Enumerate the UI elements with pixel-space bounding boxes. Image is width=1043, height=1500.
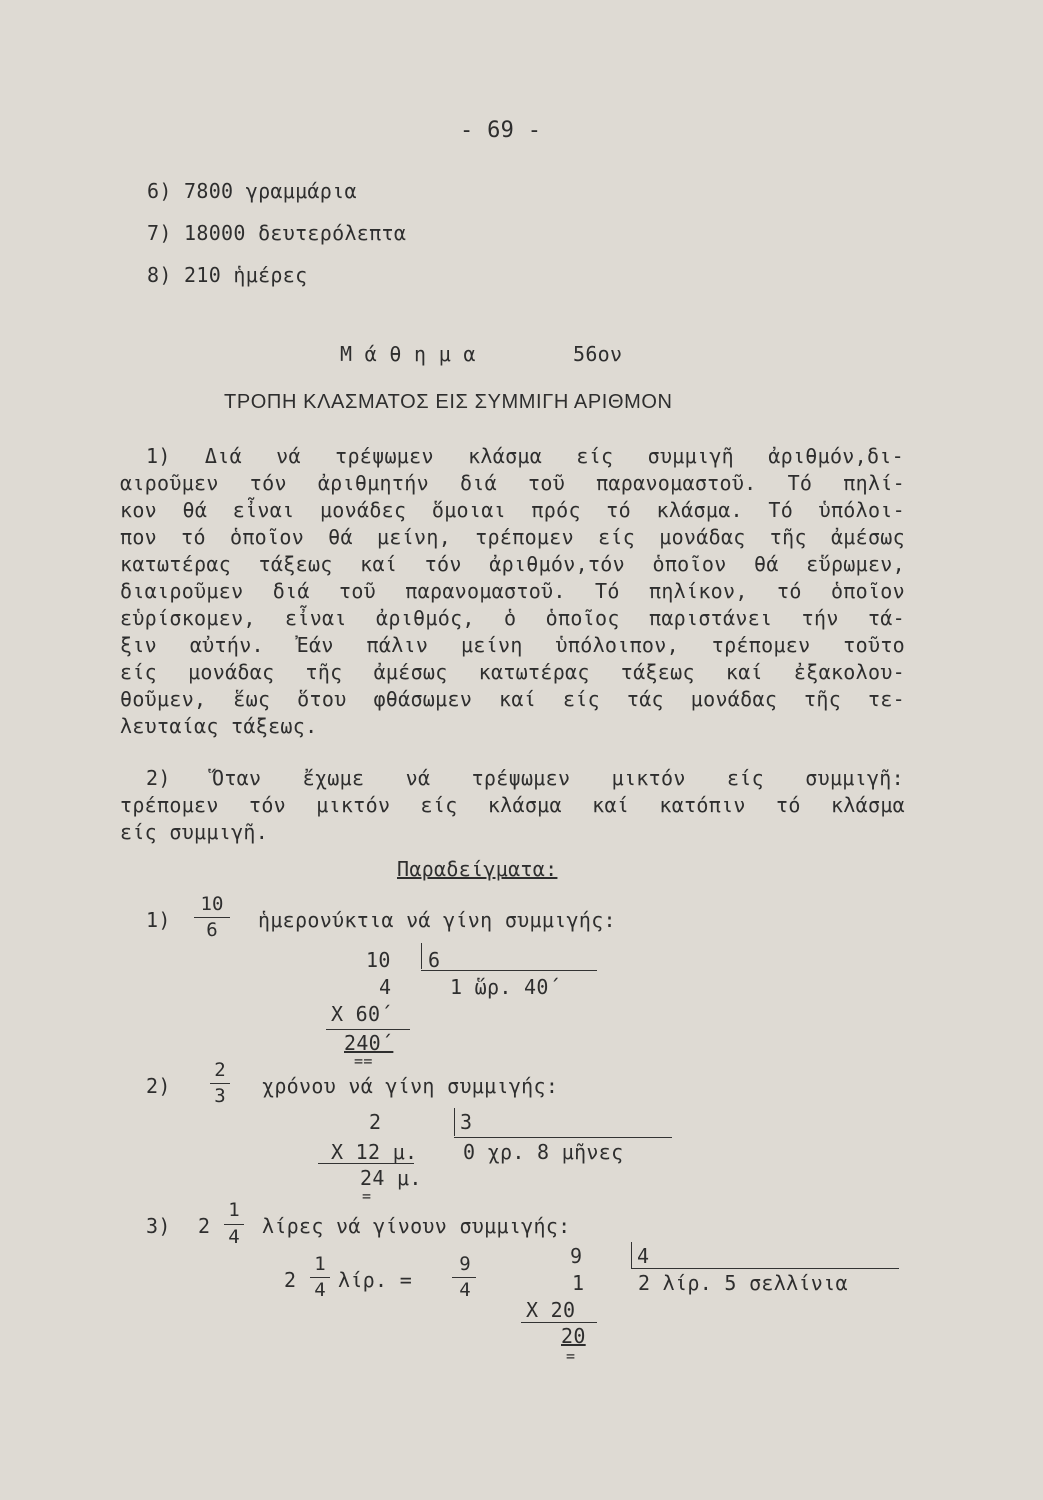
text-line: κατωτέρας τάξεως καί τόν ἀριθμόν,τόν ὁποῖον θά εὕρωμεν, — [120, 552, 905, 576]
division-bracket — [421, 943, 422, 969]
multiplication-line — [326, 1029, 410, 1030]
divisor: 3 — [460, 1110, 473, 1134]
quotient: 0 χρ. 8 μῆνες — [463, 1140, 624, 1164]
mixed-whole: 2 — [198, 1214, 211, 1238]
text-line: θοῦμεν, ἕως ὅτου φθάσωμεν καί είς τάς μονάδας τῆς τε- — [120, 687, 905, 711]
example-label: 2) — [146, 1074, 171, 1098]
fraction-numerator: 10 — [200, 893, 224, 915]
fraction-denominator: 3 — [214, 1085, 226, 1107]
lesson-word: Μ ά θ η μ α — [340, 342, 476, 366]
result-numerator: 9 — [459, 1253, 471, 1275]
text-line: αιροῦμεν τόν ἀριθμητήν διά τοῦ παρανομαστοῦ. Τό πηλί- — [120, 471, 905, 495]
text-line: 1) Διά νά τρέψωμεν κλάσμα είς συμμιγῆ ἀριθμόν,δι- — [146, 444, 904, 468]
product: 24 μ. — [360, 1166, 422, 1190]
remainder: 4 — [379, 975, 392, 999]
section-title: ΤΡΟΠΗ ΚΛΑΣΜΑΤΟΣ ΕΙΣ ΣΥΜΜΙΓΗ ΑΡΙΘΜΟΝ — [224, 391, 673, 413]
fraction-denominator: 6 — [206, 919, 218, 941]
text-line: είς συμμιγῆ. — [120, 820, 269, 844]
text-line: εὑρίσκομεν, εἶναι ἀριθμός, ὁ ὁποῖος παριστάνει τήν τά- — [120, 606, 905, 630]
fraction-numerator: 2 — [214, 1059, 226, 1081]
text-line: ξιν αὐτήν. Ἐάν πάλιν μείνη ὑπόλοιπον, τρέπομεν τοῦτο — [120, 633, 905, 657]
fraction-bar — [224, 1224, 244, 1225]
dividend: 9 — [570, 1244, 583, 1268]
dividend: 2 — [369, 1110, 382, 1134]
result-mark: == — [354, 1052, 373, 1070]
text-line: 2) Ὅταν ἔχωμε νά τρέψωμεν μικτόν είς συμμιγῆ: — [146, 766, 904, 790]
result-mark: = — [362, 1187, 372, 1205]
example-text: ἡμερονύκτια νά γίνη συμμιγής: — [258, 908, 616, 932]
text-line: είς μονάδας τῆς ἀμέσως κατωτέρας τάξεως καί ἐξακολου- — [120, 660, 905, 684]
eq-unit: λίρ. = — [338, 1268, 413, 1292]
answer-item: 6) 7800 γραμμάρια — [147, 179, 357, 203]
product: 20 — [561, 1324, 586, 1348]
text-line: πον τό ὁποῖον θά μείνη, τρέπομεν είς μονάδας τῆς ἀμέσως — [120, 525, 905, 549]
answer-item: 7) 18000 δευτερόλεπτα — [147, 221, 407, 245]
result-denominator: 4 — [459, 1279, 471, 1301]
text-line: τρέπομεν τόν μικτόν είς κλάσμα καί κατόπιν τό κλάσμα — [120, 793, 905, 817]
answer-item: 8) 210 ἡμέρες — [147, 263, 308, 287]
division-bracket — [631, 1242, 632, 1268]
examples-heading: Παραδείγματα: — [397, 857, 558, 881]
text-line: λευταίας τάξεως. — [120, 714, 318, 738]
multiplier: X 12 μ. — [331, 1140, 418, 1164]
fraction-bar — [452, 1277, 476, 1278]
multiplication-line — [521, 1322, 597, 1323]
divisor: 4 — [637, 1244, 650, 1268]
eq-numerator: 1 — [314, 1253, 326, 1275]
fraction-bar — [194, 917, 230, 918]
quotient: 1 ὥρ. 40΄ — [450, 975, 562, 999]
fraction-bar — [310, 1277, 330, 1278]
page-number: - 69 - — [460, 118, 542, 143]
product: 240΄ — [344, 1031, 394, 1055]
fraction-bar — [210, 1083, 230, 1084]
dividend: 10 — [366, 948, 391, 972]
divisor: 6 — [428, 948, 441, 972]
fraction-numerator: 1 — [228, 1199, 240, 1221]
text-line: κον θά εἶναι μονάδες ὅμοιαι πρός τό κλάσμα. Τό ὑπόλοι- — [120, 498, 905, 522]
division-bracket — [454, 1108, 455, 1136]
remainder: 1 — [572, 1271, 585, 1295]
multiplier: X 60΄ — [331, 1002, 393, 1026]
division-line — [421, 970, 597, 971]
lesson-number: 56ον — [573, 342, 623, 366]
quotient: 2 λίρ. 5 σελλίνια — [638, 1271, 848, 1295]
division-line — [454, 1137, 672, 1138]
example-text: λίρες νά γίνουν συμμιγής: — [262, 1214, 571, 1238]
eq-denominator: 4 — [314, 1279, 326, 1301]
example-label: 3) — [146, 1214, 171, 1238]
example-text: χρόνου νά γίνη συμμιγής: — [262, 1074, 559, 1098]
result-mark: = — [566, 1347, 576, 1365]
multiplication-line — [318, 1163, 414, 1164]
division-line — [631, 1268, 899, 1269]
text-line: διαιροῦμεν διά τοῦ παρανομαστοῦ. Τό πηλίκον, τό ὁποῖον — [120, 579, 905, 603]
eq-whole: 2 — [284, 1268, 297, 1292]
example-label: 1) — [146, 908, 171, 932]
fraction-denominator: 4 — [228, 1226, 240, 1248]
multiplier: X 20 — [526, 1298, 576, 1322]
